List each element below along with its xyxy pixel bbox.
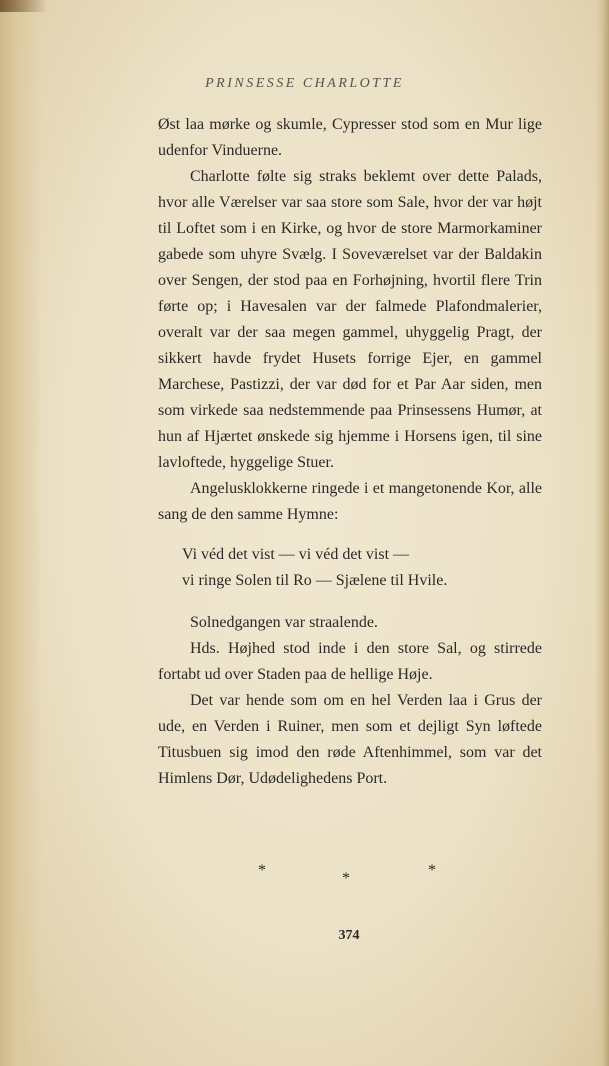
paragraph-3: Angelusklokkerne ringede i et mangetonende Kor, alle sang de den samme Hymne:	[158, 480, 542, 523]
paragraph-1: Øst laa mørke og skumle, Cypresser stod som en Mur lige udenfor Vinduerne.	[158, 116, 542, 159]
running-head: PRINSESSE CHARLOTTE	[205, 76, 404, 91]
body-text	[158, 112, 542, 792]
page-number: 374	[338, 928, 360, 943]
verse-line-1: Vi véd det vist — vi véd det vist —	[182, 546, 410, 563]
verse-line-2: vi ringe Solen til Ro — Sjælene til Hvile.	[182, 572, 448, 589]
corner-mark	[0, 0, 48, 12]
asterisk-left: *	[258, 862, 266, 879]
paragraph-5: Hds. Højhed stod inde i den store Sal, og stirrede fortabt ud over Staden paa de hellige Høje.	[158, 640, 542, 683]
paragraph-6: Det var hende som om en hel Verden laa i Grus der ude, en Verden i Ruiner, men som et dejligt Syn løftede Titusbuen sig imod den røde Aftenhimmel, som var det Himlens Dør, Udødelighedens Port.	[158, 692, 542, 787]
paragraph-2: Charlotte følte sig straks beklemt over dette Palads, hvor alle Værelser var saa store som Sale, hvor der var højt til Loftet som i en Kirke, og hvor de store Marmorkaminer gabede som uhyre Svælg. I Soveværelset var der Baldakin over Sengen, der stod paa en Forhøjning, hvortil flere Trin førte op; i Havesalen var der falmede Plafondmalerier, overalt var der saa megen gammel, uhyggelig Pragt, der sikkert havde frydet Husets forrige Ejer, en gammel Marchese, Pastizzi, der var død for et Par Aar siden, men som virkede saa nedstemmende paa Prinsessens Humør, at hun af Hjærtet ønskede sig hjemme i Horsens igen, til sine lavloftede, hyggelige Stuer.	[158, 168, 542, 471]
section-break	[250, 858, 450, 898]
asterisk-middle: *	[342, 870, 350, 887]
paragraph-4: Solnedgangen var straalende.	[190, 614, 378, 631]
page-edge-left	[0, 0, 42, 1066]
verse	[182, 542, 542, 594]
asterisk-right: *	[428, 862, 436, 879]
page-edge-right	[595, 0, 609, 1066]
